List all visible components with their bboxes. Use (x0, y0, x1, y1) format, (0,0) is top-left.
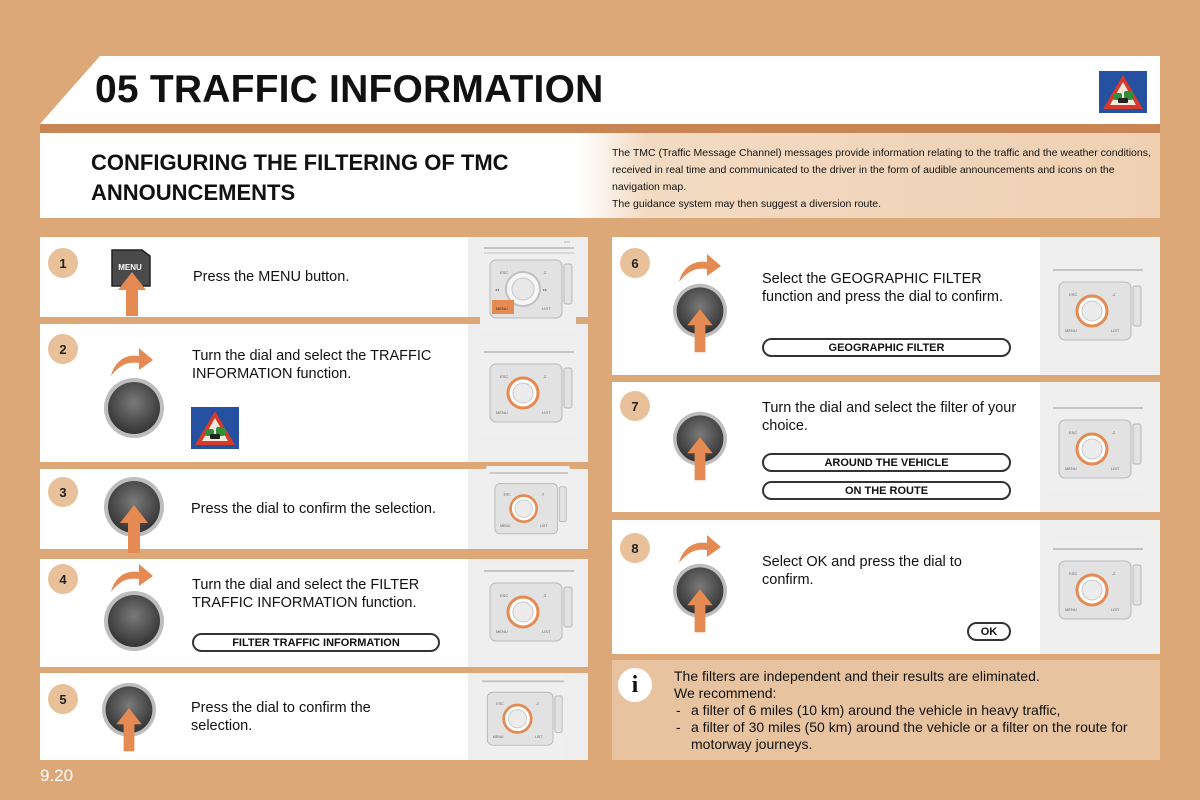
dial-press-icon (668, 562, 732, 634)
dial-icon (102, 589, 166, 653)
option-around-the-vehicle[interactable]: AROUND THE VEHICLE (762, 453, 1011, 472)
option-geographic-filter[interactable]: GEOGRAPHIC FILTER (762, 338, 1011, 357)
info-note-list (674, 702, 1154, 753)
svg-text:ESC: ESC (503, 492, 511, 497)
svg-text:LIST: LIST (542, 629, 551, 634)
step-number-5: 5 (48, 684, 78, 714)
svg-text:♫: ♫ (541, 491, 545, 497)
svg-text:MENU: MENU (496, 306, 508, 311)
svg-text:ESC: ESC (496, 702, 504, 707)
svg-text:MENU: MENU (496, 410, 508, 415)
info-icon: i (618, 668, 652, 702)
step-6-text: Select the GEOGRAPHIC FILTER function and press the dial to confirm. (762, 271, 1003, 305)
svg-text:MENU: MENU (1065, 466, 1077, 471)
step-3-text: Press the dial to confirm the selection. (191, 501, 437, 517)
svg-text:LIST: LIST (534, 734, 543, 739)
control-panel-illustration (1049, 541, 1145, 633)
dial-press-icon (668, 282, 732, 354)
dial-icon (102, 376, 166, 440)
intro-paragraph: The guidance system may then suggest a diversion route. (612, 198, 882, 210)
info-note-intro: The filters are independent and their results are eliminated. (674, 668, 1040, 684)
step-number-1: 1 (48, 248, 78, 278)
svg-text:MENU: MENU (496, 629, 508, 634)
menu-button-icon (108, 246, 158, 316)
info-note-item: - a filter of 6 miles (10 km) around the vehicle in heavy traffic, (674, 702, 1154, 719)
svg-text:LIST: LIST (542, 306, 551, 311)
svg-text:MENU: MENU (1065, 328, 1077, 333)
svg-text:LIST: LIST (1111, 466, 1120, 471)
dial-press-icon (102, 475, 166, 555)
option-filter-traffic-information[interactable]: FILTER TRAFFIC INFORMATION (192, 633, 440, 652)
svg-text:▸▸: ▸▸ (543, 287, 548, 292)
option-on-the-route[interactable]: ON THE ROUTE (762, 481, 1011, 500)
traffic-info-icon (1099, 71, 1147, 113)
step-2-text: Turn the dial and select the TRAFFIC INFORMATION function. (192, 348, 432, 382)
control-panel-illustration (1049, 400, 1145, 492)
turn-arrow-icon (677, 533, 723, 565)
step-number-6: 6 (620, 248, 650, 278)
svg-text:MENU: MENU (1065, 607, 1077, 612)
control-panel-illustration (480, 240, 576, 332)
step-1-text: Press the MENU button. (193, 269, 350, 285)
step-number-7: 7 (620, 391, 650, 421)
panel-model: RT6 (564, 240, 570, 244)
step-number-8: 8 (620, 533, 650, 563)
dial-press-icon (97, 681, 161, 753)
svg-text:LIST: LIST (542, 410, 551, 415)
control-panel-illustration (480, 466, 576, 546)
dial-icon (668, 410, 732, 482)
intro-text (612, 145, 1152, 213)
svg-text:ESC: ESC (500, 593, 509, 598)
svg-text:LIST: LIST (540, 523, 548, 528)
svg-text:♫: ♫ (535, 701, 540, 707)
intro-paragraph: The TMC (Traffic Message Channel) messages provide information relating to the traffic and the weather conditions, received in real time and communicated to the driver in the form of audible announcements and icons on the navigation map. (612, 147, 1151, 193)
traffic-info-icon (191, 407, 239, 449)
page-number: 9.20 (40, 766, 74, 785)
page-title: 05 TRAFFIC INFORMATION (95, 68, 604, 111)
svg-text:LIST: LIST (1111, 607, 1120, 612)
svg-text:ESC: ESC (500, 374, 509, 379)
step-number-2: 2 (48, 334, 78, 364)
svg-text:MENU: MENU (500, 523, 511, 528)
control-panel-illustration (480, 563, 576, 655)
svg-text:♫: ♫ (543, 593, 547, 599)
svg-text:♫: ♫ (543, 270, 547, 276)
turn-arrow-icon (109, 346, 155, 378)
info-note-item: - a filter of 30 miles (50 km) around the vehicle or a filter on the route for motorway journeys. (674, 719, 1154, 753)
svg-text:♫: ♫ (1112, 292, 1116, 298)
control-panel-illustration (1049, 262, 1145, 354)
svg-text:ESC: ESC (500, 270, 509, 275)
control-panel-illustration (480, 344, 576, 436)
svg-text:♫: ♫ (1112, 430, 1116, 436)
svg-text:♫: ♫ (543, 374, 547, 380)
header-divider (40, 124, 1160, 133)
svg-text:ESC: ESC (1069, 430, 1078, 435)
svg-text:ESC: ESC (1069, 571, 1078, 576)
svg-text:MENU: MENU (492, 734, 504, 739)
step-7-text: Turn the dial and select the filter of your choice. (762, 400, 1017, 434)
menu-button-label: MENU (118, 263, 142, 272)
control-panel-illustration (474, 674, 570, 758)
svg-text:ESC: ESC (1069, 292, 1078, 297)
step-5-text: Press the dial to confirm the selection. (191, 700, 371, 734)
svg-text:♫: ♫ (1112, 571, 1116, 577)
info-note-text (674, 668, 1154, 753)
turn-arrow-icon (677, 252, 723, 284)
step-4-text: Turn the dial and select the FILTER TRAFFIC INFORMATION function. (192, 577, 420, 611)
step-8-text: Select OK and press the dial to confirm. (762, 554, 962, 588)
info-note-recommend: We recommend: (674, 685, 777, 701)
option-ok[interactable]: OK (967, 622, 1011, 641)
svg-text:◂◂: ◂◂ (495, 287, 500, 292)
section-title: CONFIGURING THE FILTERING OF TMC ANNOUNCEMENTS (91, 150, 509, 205)
step-number-4: 4 (48, 564, 78, 594)
step-number-3: 3 (48, 477, 78, 507)
svg-text:LIST: LIST (1111, 328, 1120, 333)
